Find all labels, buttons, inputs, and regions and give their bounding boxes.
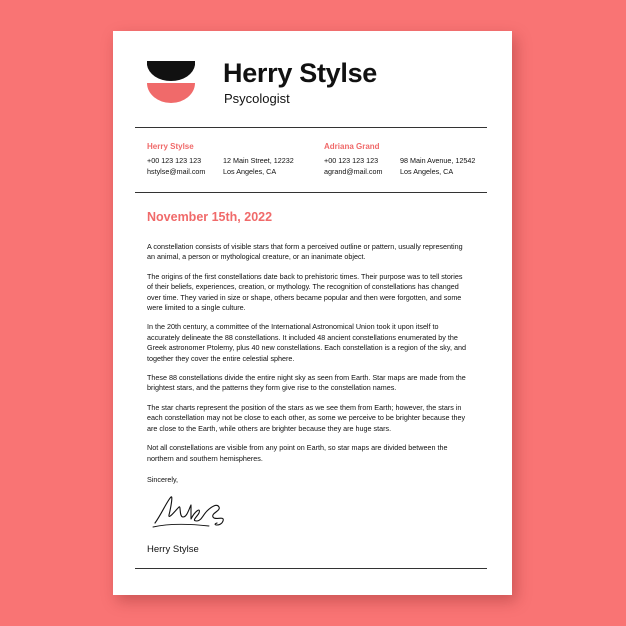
paragraph: In the 20th century, a committee of the International Astronomical Union took it upon itself to accurately delineate the 88 constellations. It included 48 ancient constellations enumerated by the Greek astronomer Ptolemy, plus 40 new constellations. Each constellation is a region of the sky, and together they cover the entire celestial sphere. [147, 322, 466, 363]
sender-email: hstylse@mail.com [147, 167, 206, 176]
divider-top [135, 127, 487, 128]
recipient-address-line2: Los Angeles, CA [400, 167, 454, 176]
header-role: Psycologist [224, 91, 290, 106]
letter-body [147, 242, 469, 473]
sender-phone: +00 123 123 123 [147, 156, 202, 165]
sender-contact [147, 141, 294, 177]
paragraph: The origins of the first constellations date back to prehistoric times. Their purpose was to tell stories of their beliefs, experiences, creation, or mythology. The recognition of constellations has changed over time. They varied in size or shape, others became popular and then were forgotten, and some were limited to a single culture. [147, 271, 463, 313]
paragraph: A constellation consists of visible stars that form a perceived outline or pattern, usually representing an animal, a person or mythological creature, or an inanimate object. [147, 242, 463, 262]
paragraph: Not all constellations are visible from any point on Earth, so star maps are divided between the northern and southern hemispheres. [147, 443, 448, 463]
paragraph: These 88 constellations divide the entire night sky as seen from Earth. Star maps are made from the brightest stars, and the patterns they form give rise to the constellation names. [147, 373, 466, 393]
sender-address-line2: Los Angeles, CA [223, 167, 277, 176]
paragraph: The star charts represent the position of the stars as we see them from Earth; however, the stars in each constellation may not be close to each other, as some we perceive to be brighter because they are close to the Earth, while others are brighter because they are huge stars. [147, 402, 466, 433]
signer-name: Herry Stylse [147, 544, 199, 555]
recipient-address-line1: 98 Main Avenue, 12542 [400, 156, 476, 165]
letter-page [113, 31, 512, 595]
letter-date: November 15th, 2022 [147, 210, 273, 224]
sender-name: Herry Stylse [147, 142, 194, 151]
sender-address-line1: 12 Main Street, 12232 [223, 156, 294, 165]
header-name: Herry Stylse [223, 58, 377, 88]
recipient-contact [324, 141, 475, 177]
letter-closing: Sincerely, [147, 475, 179, 484]
recipient-name: Adriana Grand [324, 142, 380, 151]
half-circle-logo-icon [147, 61, 195, 103]
recipient-phone: +00 123 123 123 [324, 156, 379, 165]
handwritten-signature-icon [151, 493, 235, 531]
divider-middle [135, 192, 487, 193]
recipient-email: agrand@mail.com [324, 167, 383, 176]
divider-bottom [135, 568, 487, 569]
